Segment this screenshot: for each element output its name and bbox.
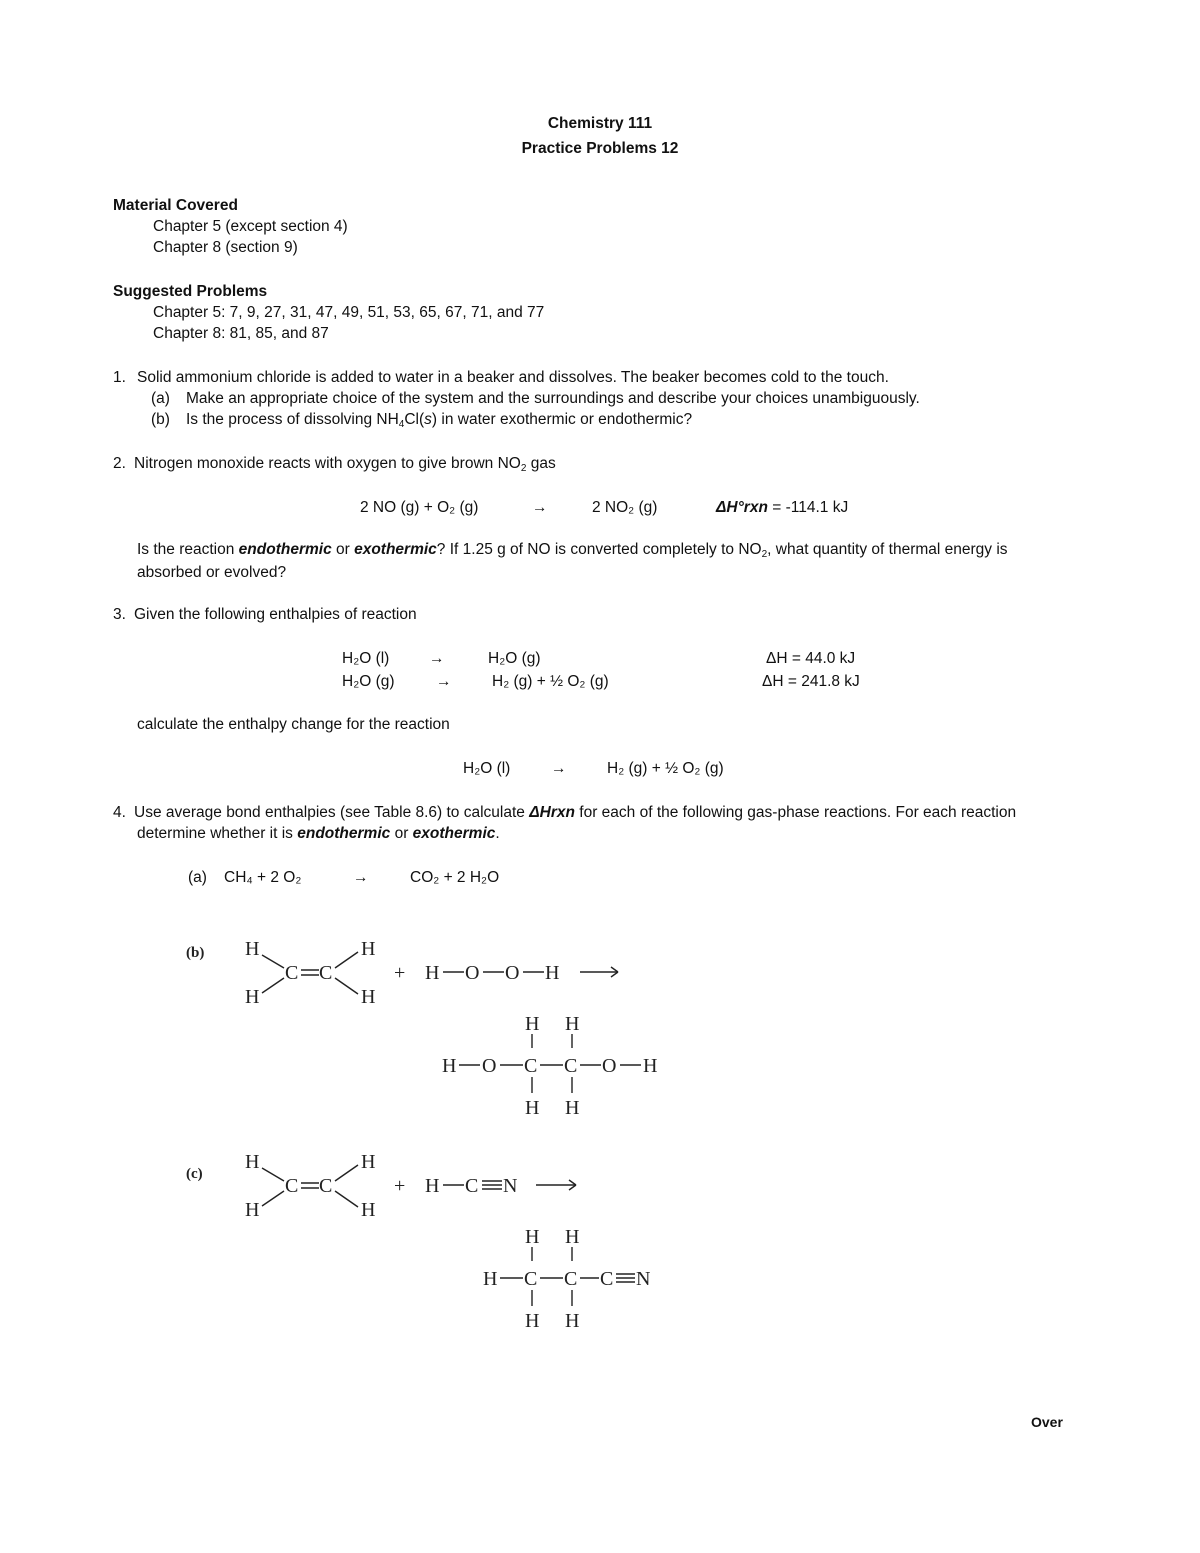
question-number: 3. — [113, 606, 126, 623]
part-label: (b) — [151, 411, 170, 428]
svg-text:N: N — [636, 1268, 651, 1290]
part-label: (a) — [151, 390, 170, 407]
svg-text:+: + — [394, 962, 406, 984]
reaction-arrow: → — [551, 760, 567, 777]
svg-text:H: H — [565, 1013, 580, 1035]
over-label: Over — [1031, 1414, 1063, 1430]
equation-products: 2 NO₂ (g) — [592, 499, 658, 516]
question-3-calc: calculate the enthalpy change for the reaction — [137, 716, 450, 733]
svg-text:C: C — [319, 962, 333, 984]
svg-text:C: C — [285, 962, 299, 984]
svg-text:H: H — [425, 1175, 440, 1197]
svg-text:H: H — [565, 1097, 580, 1119]
reaction-1-enthalpy: ΔH = 44.0 kJ — [766, 650, 856, 667]
svg-text:H: H — [442, 1055, 457, 1077]
reaction-arrow: → — [353, 869, 369, 886]
part-label-b: (b) — [186, 945, 205, 961]
svg-text:C: C — [564, 1055, 578, 1077]
svg-text:C: C — [319, 1175, 333, 1197]
svg-text:C: C — [524, 1268, 538, 1290]
svg-text:O: O — [602, 1055, 617, 1077]
reaction-1-product: H₂O (g) — [488, 650, 541, 667]
svg-text:O: O — [465, 962, 480, 984]
svg-text:C: C — [564, 1268, 578, 1290]
material-heading: Material Covered — [113, 197, 238, 214]
material-item: Chapter 5 (except section 4) — [153, 218, 348, 235]
svg-text:H: H — [525, 1013, 540, 1035]
svg-text:H: H — [245, 1199, 260, 1221]
svg-text:H: H — [361, 1151, 376, 1173]
svg-text:H: H — [361, 938, 376, 960]
reaction-2-enthalpy: ΔH = 241.8 kJ — [762, 673, 860, 690]
reaction-2-product: H₂ (g) + ½ O₂ (g) — [492, 673, 609, 690]
reaction-c-structures — [180, 1143, 700, 1333]
suggested-item: Chapter 8: 81, 85, and 87 — [153, 325, 329, 342]
svg-text:H: H — [565, 1226, 580, 1248]
reaction-arrow: → — [532, 499, 548, 516]
part-label-c: (c) — [186, 1166, 203, 1182]
svg-text:N: N — [503, 1175, 518, 1197]
svg-text:H: H — [245, 986, 260, 1008]
question-4-text: Use average bond enthalpies (see Table 8.6) to calculate ΔHrxn for each of the following gas-phase reactions. For each reaction — [134, 804, 1017, 821]
svg-text:H: H — [565, 1310, 580, 1332]
question-4-text-cont: determine whether it is endothermic or exothermic. — [137, 825, 500, 842]
question-3-text: Given the following enthalpies of reaction — [134, 606, 417, 623]
svg-text:H: H — [483, 1268, 498, 1290]
svg-text:H: H — [245, 1151, 260, 1173]
svg-text:C: C — [524, 1055, 538, 1077]
equation-reactants: 2 NO (g) + O₂ (g) — [360, 499, 479, 516]
reaction-arrow: → — [429, 650, 445, 667]
reaction-arrow: → — [436, 673, 452, 690]
target-reactant: H₂O (l) — [463, 760, 511, 777]
question-2-paragraph: Is the reaction endothermic or exothermic? If 1.25 g of NO is converted completely to $NO_2$, what quantity of thermal energy is — [137, 541, 1008, 560]
question-2-text: Nitrogen monoxide reacts with oxygen to give brown $NO_2$ gas — [134, 455, 556, 474]
svg-text:H: H — [361, 986, 376, 1008]
svg-text:H: H — [545, 962, 560, 984]
enthalpy-value: ΔH°rxn = -114.1 kJ — [716, 499, 849, 516]
svg-text:+: + — [394, 1175, 406, 1197]
question-number: 1. — [113, 369, 126, 386]
svg-text:H: H — [525, 1097, 540, 1119]
question-1b-text: Is the process of dissolving $NH_4Cl(s)$ in water exothermic or endothermic? — [186, 411, 693, 430]
question-number: 2. — [113, 455, 126, 472]
page-title: Chemistry 111 — [547, 115, 653, 132]
suggested-item: Chapter 5: 7, 9, 27, 31, 47, 49, 51, 53, 65, 67, 71, and 77 — [153, 304, 545, 321]
svg-text:H: H — [245, 938, 260, 960]
suggested-heading: Suggested Problems — [113, 283, 268, 300]
reaction-b-structures — [180, 930, 700, 1120]
target-product: H₂ (g) + ½ O₂ (g) — [607, 760, 724, 777]
question-1-text: Solid ammonium chloride is added to water in a beaker and dissolves. The beaker becomes cold to the touch. — [137, 369, 889, 386]
svg-text:H: H — [425, 962, 440, 984]
question-1a-text: Make an appropriate choice of the system and the surroundings and describe your choices unambiguously. — [186, 390, 920, 407]
reaction-2-reactant: H₂O (g) — [342, 673, 395, 690]
svg-text:H: H — [525, 1310, 540, 1332]
reaction-1-reactant: H₂O (l) — [342, 650, 390, 667]
svg-text:O: O — [482, 1055, 497, 1077]
question-number: 4. — [113, 804, 126, 821]
reaction-a-reactants: CH₄ + 2 O₂ — [224, 869, 302, 886]
part-label: (a) — [188, 869, 207, 886]
question-2-paragraph-cont: absorbed or evolved? — [137, 564, 287, 581]
svg-text:H: H — [643, 1055, 658, 1077]
page-subtitle: Practice Problems 12 — [521, 140, 679, 157]
svg-text:C: C — [285, 1175, 299, 1197]
reaction-a-products: CO₂ + 2 H₂O — [410, 869, 500, 886]
svg-text:C: C — [600, 1268, 614, 1290]
svg-text:O: O — [505, 962, 520, 984]
svg-text:H: H — [361, 1199, 376, 1221]
svg-text:C: C — [465, 1175, 479, 1197]
svg-text:H: H — [525, 1226, 540, 1248]
material-item: Chapter 8 (section 9) — [153, 239, 298, 256]
